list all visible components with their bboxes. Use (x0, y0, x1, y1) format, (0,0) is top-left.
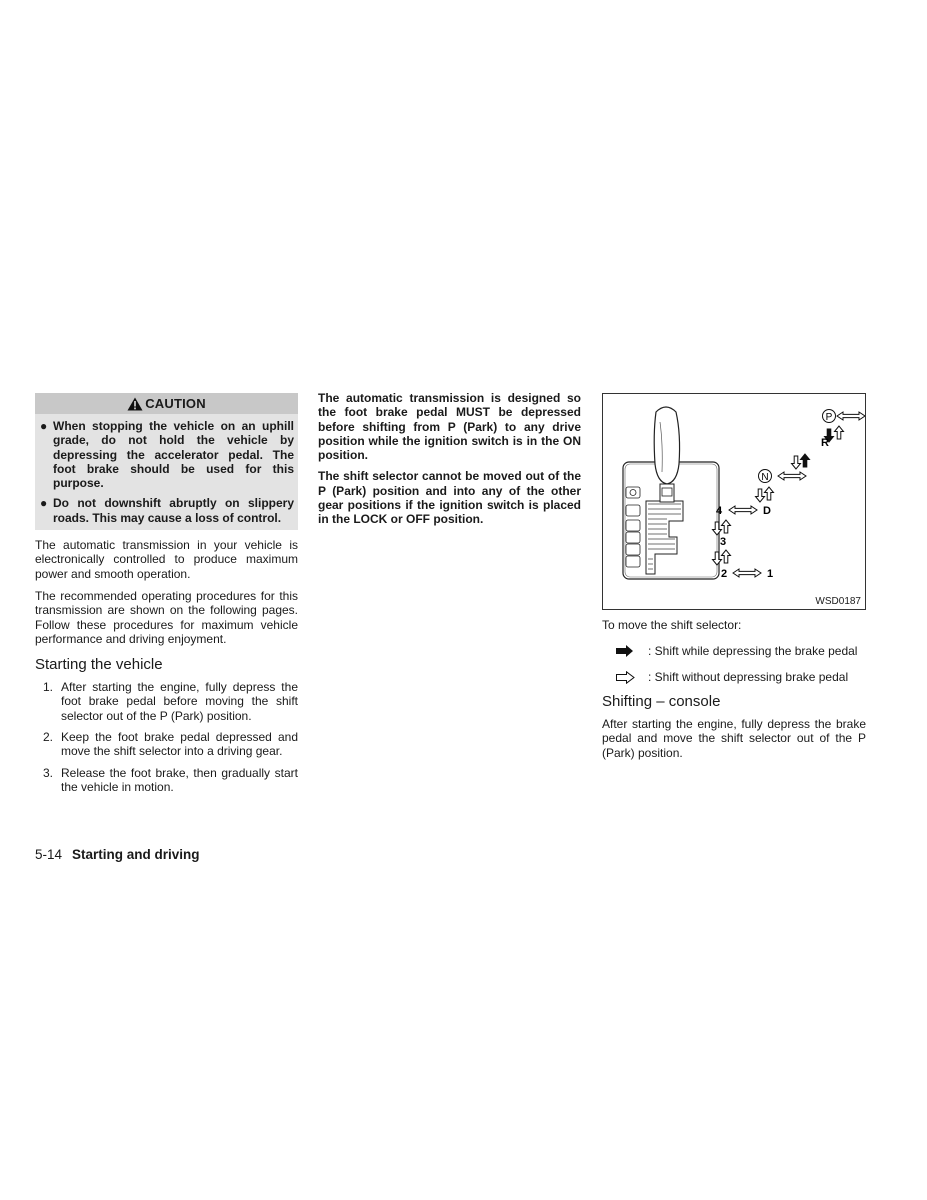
legend-outline (602, 670, 866, 684)
step-text: After starting the engine, fully depress the foot brake pedal before moving the shift selector out of the P (Park) position. (61, 680, 298, 723)
caution-title: CAUTION (145, 396, 206, 411)
column-right (602, 393, 866, 760)
shift-selector-figure (602, 393, 866, 610)
column-middle (318, 391, 581, 534)
intro-paragraph: The automatic transmission in your vehicle is electronically controlled to produce maximum power and smooth operation. (35, 538, 298, 581)
caution-item-text: When stopping the vehicle on an uphill grade, do not hold the vehicle by depressing the accelerator pedal. The foot brake should be used for this purpose. (53, 419, 294, 491)
console-paragraph: After starting the engine, fully depress the brake pedal and move the shift selector out of the P (Park) position. (602, 717, 866, 760)
legend-filled (602, 644, 866, 658)
step-number: 2. (43, 730, 54, 745)
section-heading: Shifting – console (602, 693, 721, 710)
figure-code: WSD0187 (815, 596, 861, 607)
caution-item (39, 496, 294, 525)
gear-P-label: P (825, 412, 833, 423)
gear-D-label: D (763, 505, 771, 517)
step-item (35, 766, 298, 795)
step-item (35, 730, 298, 759)
section-heading: Starting the vehicle (35, 656, 163, 674)
gear-2-label: 2 (720, 568, 728, 580)
step-number: 1. (43, 680, 54, 695)
caution-item-text: Do not downshift abruptly on slippery roads. This may cause a loss of control. (53, 496, 294, 525)
bullet-icon: ● (40, 496, 48, 511)
gear-N-label: N (761, 472, 769, 483)
legend-outline-text: : Shift without depressing brake pedal (648, 670, 849, 684)
caution-header (35, 393, 298, 414)
caution-item (39, 419, 294, 490)
bullet-icon: ● (40, 419, 48, 433)
filled-arrow-icon (602, 645, 648, 657)
gear-4-label: 4 (715, 505, 723, 517)
legend-filled-text: : Shift while depressing the brake pedal (648, 644, 858, 658)
step-text: Release the foot brake, then gradually start the vehicle in motion. (61, 765, 298, 794)
step-item (35, 680, 298, 723)
gear-N (759, 470, 772, 484)
gear-3-label: 3 (719, 536, 727, 548)
caution-body (35, 414, 298, 530)
outline-arrow-icon (602, 671, 648, 684)
step-number: 3. (43, 765, 54, 780)
page-footer (35, 847, 200, 862)
gear-1-label: 1 (766, 568, 774, 580)
step-text: Keep the foot brake pedal depressed and move the shift selector into a driving gear. (61, 730, 298, 759)
page-number: 5-14 (35, 847, 63, 862)
procedures-paragraph: The recommended operating procedures for this transmission are shown on the following pages. Follow these procedures for maximum vehicle performance and driving enjoyment. (35, 588, 298, 646)
column-left (35, 393, 298, 801)
steps-list (35, 680, 298, 794)
gear-R-label: R (821, 437, 829, 449)
warning-icon (127, 397, 143, 411)
shift-pattern-diagram (603, 394, 865, 609)
brake-requirement-paragraph: The automatic transmission is designed so the foot brake pedal MUST be depressed before shifting from P (Park) to any drive position while the ignition switch is in the ON position. (318, 391, 581, 463)
caution-box (35, 393, 298, 530)
section-title: Starting and driving (72, 847, 200, 862)
figure-caption: To move the shift selector: (602, 618, 742, 632)
gear-P (823, 410, 836, 424)
ignition-lock-paragraph: The shift selector cannot be moved out of the P (Park) position and into any of the other gear positions if the ignition switch is placed in the LOCK or OFF position. (318, 469, 581, 527)
